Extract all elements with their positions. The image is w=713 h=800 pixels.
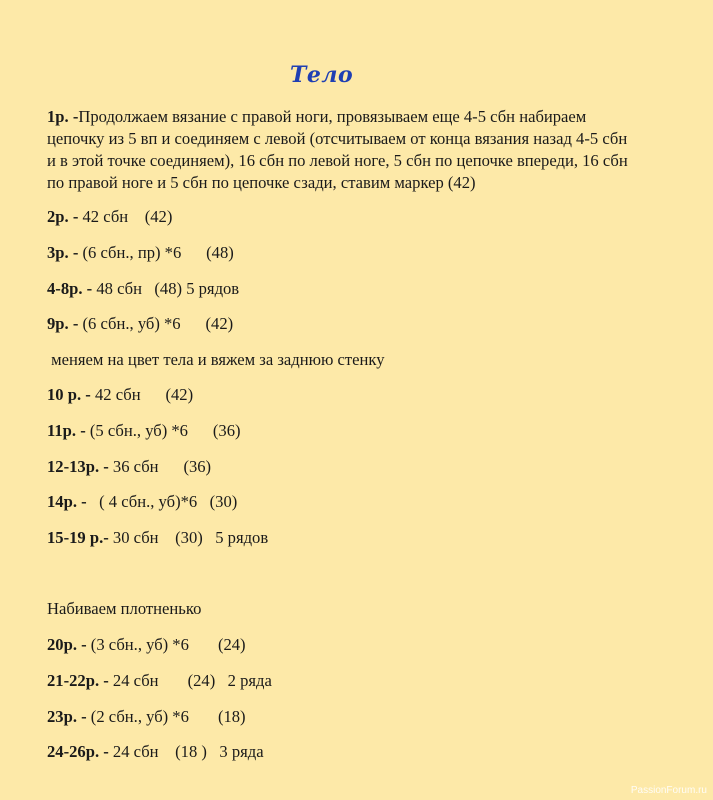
row-2 — [47, 206, 172, 228]
row-label: 10 р. - — [47, 385, 91, 404]
row-text: Набиваем плотненько — [47, 599, 202, 618]
row-label: 23р. - — [47, 707, 87, 726]
row-11 — [47, 420, 241, 442]
row-3 — [47, 242, 234, 264]
first-row-line-1 — [47, 106, 697, 128]
row-label: 11р. - — [47, 421, 86, 440]
first-row-line-4: по правой ноге и 5 сбн по цепочке сзади, ставим маркер (42) — [47, 173, 476, 192]
row-text: меняем на цвет тела и вяжем за заднюю стенку — [47, 350, 385, 369]
row-text: (2 сбн., уб) *6 (18) — [86, 707, 246, 726]
row-label: 2р. - — [47, 207, 79, 226]
row-label: 14р. - — [47, 492, 87, 511]
row-text: (6 сбн., уб) *6 (42) — [78, 314, 234, 333]
first-row-block — [47, 106, 697, 194]
row-label: 20р. - — [47, 635, 87, 654]
row-23 — [47, 706, 246, 728]
row-label: 1р. - — [47, 107, 79, 126]
row-text: ( 4 сбн., уб)*6 (30) — [86, 492, 238, 511]
row-label: 21-22р. - — [47, 671, 109, 690]
row-14 — [47, 491, 237, 513]
row-label: 12-13р. - — [47, 457, 109, 476]
row-label: 15-19 р.- — [47, 528, 109, 547]
row-9 — [47, 313, 233, 335]
row-10 — [47, 384, 193, 406]
stuffing-note — [47, 598, 201, 620]
row-text: (6 сбн., пр) *6 (48) — [78, 243, 234, 262]
row-text: 24 сбн (24) 2 ряда — [108, 671, 272, 690]
color-change-note — [47, 349, 385, 371]
row-20 — [47, 634, 246, 656]
row-text: 48 сбн (48) 5 рядов — [92, 279, 240, 298]
row-text: 24 сбн (18 ) 3 ряда — [108, 742, 264, 761]
row-text: 36 сбн (36) — [108, 457, 212, 476]
row-text: 30 сбн (30) 5 рядов — [108, 528, 269, 547]
row-24-26 — [47, 741, 264, 763]
row-text: (5 сбн., уб) *6 (36) — [85, 421, 241, 440]
watermark: PassionForum.ru — [630, 785, 707, 796]
row-text: Продолжаем вязание с правой ноги, провязываем еще 4-5 сбн набираем — [78, 107, 587, 126]
row-15-19 — [47, 527, 268, 549]
row-label: 4-8р. - — [47, 279, 93, 298]
row-label: 3р. - — [47, 243, 79, 262]
row-label: 24-26р. - — [47, 742, 109, 761]
row-text: (3 сбн., уб) *6 (24) — [86, 635, 246, 654]
first-row-line-2: цепочку из 5 вп и соединяем с левой (отсчитываем от конца вязания назад 4-5 сбн — [47, 129, 628, 148]
row-text: 42 сбн (42) — [78, 207, 173, 226]
page-title: Тело — [290, 62, 354, 88]
first-row-line-3: и в этой точке соединяем), 16 сбн по левой ноге, 5 сбн по цепочке впереди, 16 сбн — [47, 151, 628, 170]
row-21-22 — [47, 670, 272, 692]
row-4-8 — [47, 278, 239, 300]
row-text: 42 сбн (42) — [90, 385, 194, 404]
row-label: 9р. - — [47, 314, 79, 333]
row-12-13 — [47, 456, 211, 478]
